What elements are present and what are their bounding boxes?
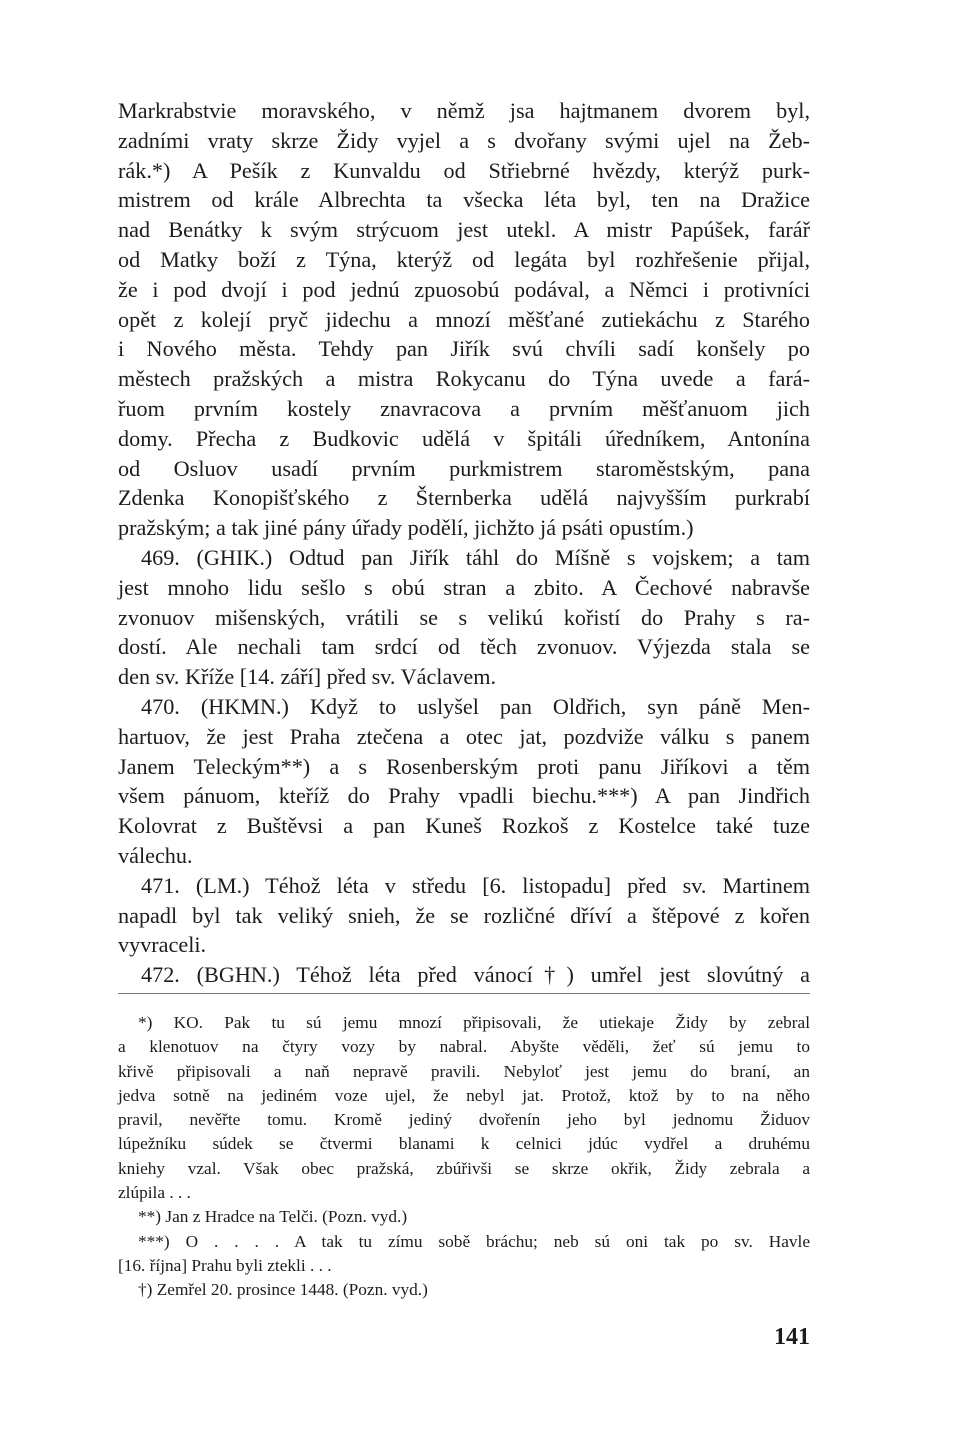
footnote-line: jedva sotně na jediném voze ujel, že nebyl jat. Protož, ktož by to na něho [118, 1085, 810, 1105]
footnotes [118, 1011, 810, 1303]
text-line: dostí. Ale nechali tam srdcí od těch zvonuov. Výjezda stala se [118, 634, 810, 660]
text-line: řuom prvním kostely znavracova a prvním měšťanuom jich [118, 395, 810, 421]
footnote-line: **) Jan z Hradce na Telči. (Pozn. vyd.) [138, 1207, 408, 1227]
text-line: jest mnoho lidu sešlo s obú stran a zbito. A Čechové nabravše [118, 574, 810, 600]
text-line: zadními vraty skrze Židy vyjel a s dvořany svými ujel na Žeb- [118, 127, 810, 153]
text-line: 472. (BGHN.) Téhož léta před vánocí†) umřel jest slovútný a [141, 962, 810, 988]
text-line: hartuov, že jest Praha ztečena a otec jat, pozdviže válku s panem [118, 723, 810, 749]
text-line: Zdenka Konopišťského z Šternberka udělá najvyšším purkrabí [118, 485, 810, 511]
text-line: opět z kolejí pryč jidechu a mnozí měšťané zutiekáchu z Starého [118, 306, 810, 332]
footnote-line: lúpežníku súdek se čtvermi blanami k celnici jdúc vydřel a druhému [118, 1134, 810, 1154]
footnote-line: *) KO. Pak tu sú jemu mnozí připisovali, že utiekaje Židy by zebral [138, 1013, 810, 1032]
text-line: domy. Přecha z Budkovic udělá v špitáli úředníkem, Antonína [118, 425, 810, 451]
text-line: zvonuov mišenských, vrátili se s velikú kořistí do Prahy s ra- [118, 604, 810, 630]
text-line: Janem Teleckým**) a s Rosenberským proti panu Jiříkovi a těm [118, 753, 810, 779]
text-line: od Osluov usadí prvním purkmistrem staroměstským, pana [118, 455, 810, 481]
text-line: mistrem od krále Albrechta ta všecka léta byl, ten na Dražice [118, 187, 810, 213]
footnote-line: †) Zemřel 20. prosince 1448. (Pozn. vyd.) [138, 1280, 428, 1300]
footnote-line: ***) O . . . . A tak tu zímu sobě bráchu; neb sú oni tak po sv. Havle [138, 1231, 810, 1251]
footnote-line: zlúpila . . . [118, 1183, 191, 1203]
text-line: válechu. [118, 842, 193, 868]
text-line: pražským; a tak jiné pány úřady podělí, jichžto já psáti opustím.) [118, 515, 694, 541]
text-line: napadl byl tak veliký snieh, že se rozličné dříví a štěpové z kořen [118, 902, 810, 928]
footnote-line: [16. října] Prahu byli ztekli . . . [118, 1255, 332, 1275]
footnote-line: a klenotuov na čtyry vozy by nabral. Abyšte věděli, žeť sú jemu to [118, 1037, 810, 1057]
text-line: nad Benátky k svým strýcuom jest utekl. A mistr Papúšek, farář [118, 217, 810, 243]
text-line: všem pánuom, kteříž do Prahy vpadli biechu.***) A pan Jindřich [118, 783, 810, 809]
text-line: Markrabstvie moravského, v němž jsa hajtmanem dvorem byl, [118, 98, 810, 123]
text-line: 470. (HKMN.) Když to uslyšel pan Oldřich, syn páně Men- [141, 693, 810, 719]
text-line: 471. (LM.) Téhož léta v středu [6. listopadu] před sv. Martinem [141, 872, 810, 898]
text-line: vyvraceli. [118, 932, 207, 958]
text-line: Kolovrat z Buštěvsi a pan Kuneš Rozkoš z Kostelce také tuze [118, 813, 810, 839]
text-line: rák.*) A Pešík z Kunvaldu od Střiebrné hvězdy, kterýž purk- [118, 157, 810, 183]
text-line: 469. (GHIK.) Odtud pan Jiřík táhl do Míšně s vojskem; a tam [141, 544, 810, 570]
footnote-line: křivě připisovali a naň nepravě pravili. Nebyloť jest jemu do braní, an [118, 1061, 810, 1081]
text-line: od Matky boží z Týna, kterýž od legáta byl rozhřešenie přijal, [118, 246, 810, 272]
text-line: městech pražských a mistra Rokycanu do Týna uvede a fará- [118, 366, 810, 392]
page-number: 141 [774, 1324, 810, 1350]
text-line: i Nového města. Tehdy pan Jiřík svú chvíli sadí konšely po [118, 336, 810, 362]
footnote-line: pravil, nevěřte tomu. Kromě jediný dvořenín jeho byl jednomu Židuov [118, 1110, 810, 1130]
footnote-line: kniehy vzal. Však obec pražská, zbúřivši se skrze okřik, Židy zebrala a [118, 1158, 810, 1178]
text-line: že i pod dvojí i pod jednú zpuosobú podával, a Němci i protivníci [118, 276, 810, 302]
main-text [118, 96, 810, 990]
text-line: den sv. Kříže [14. září] před sv. Václavem. [118, 664, 497, 690]
footnote-divider [118, 993, 810, 994]
